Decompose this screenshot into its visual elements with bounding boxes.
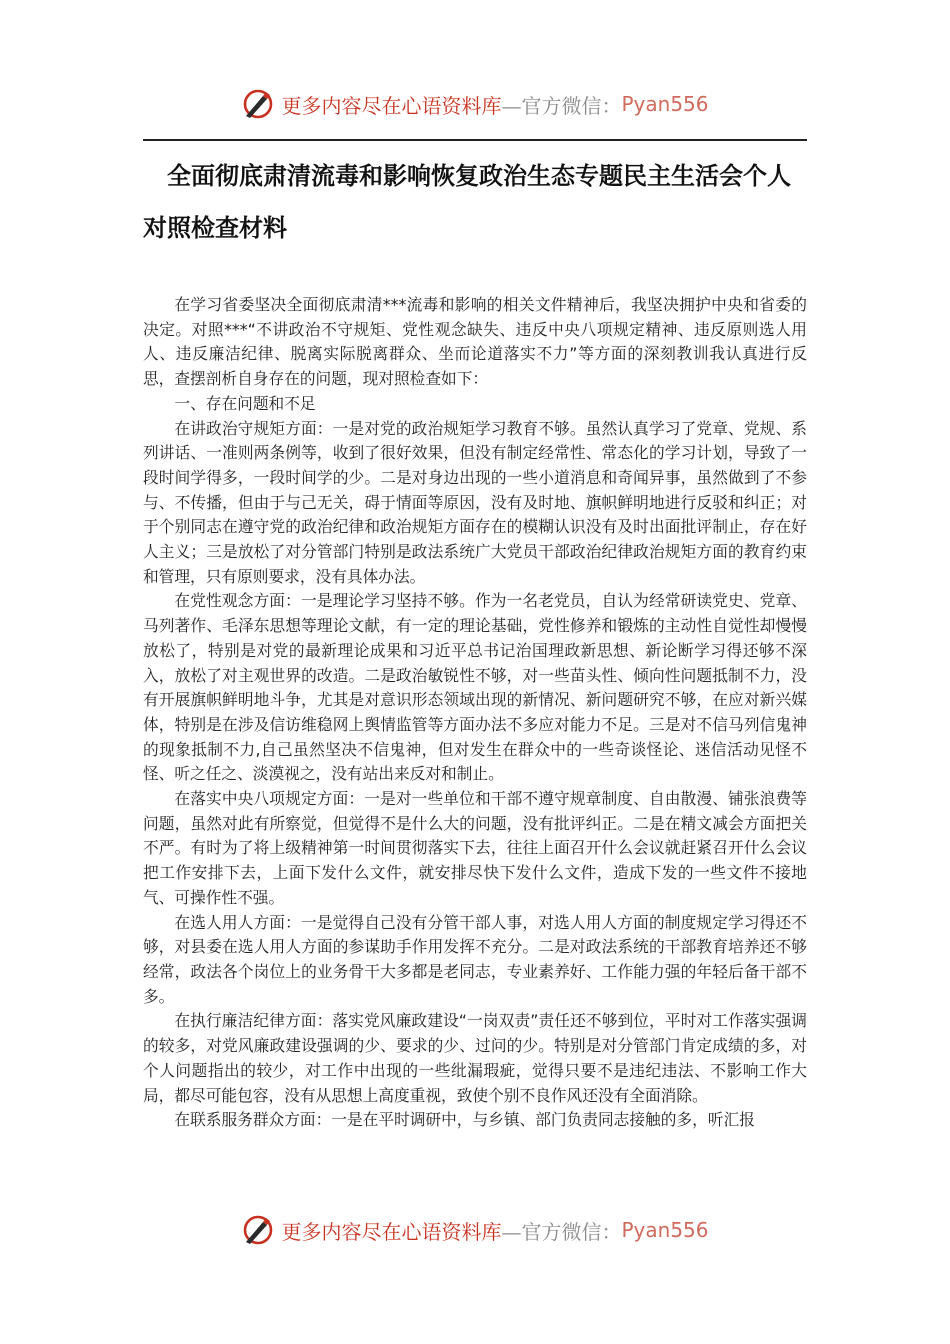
- body-paragraph: 在党性观念方面：一是理论学习坚持不够。作为一名老党员，自认为经常研读党史、党章、马列著作、毛泽东思想等理论文献，有一定的理论基础，党性修养和锻炼的主动性自觉性却慢慢放松了，特别是对党的最新理论成果和习近平总书记治国理政新思想、新论断学习得还够不深入，放松了对主观世界的改造。二是政治敏锐性不够，对一些苗头性、倾向性问题抵制不力，没有开展旗帜鲜明地斗争，尤其是对意识形态领域出现的新情况、新问题研究不够，在应对新兴媒体，特别是在涉及信访维稳网上舆情监管等方面办法不多应对能力不足。三是对不信马列信鬼神的现象抵制不力,自己虽然坚决不信鬼神，但对发生在群众中的一些奇谈怪论、迷信活动见怪不怪、听之任之、淡漠视之，没有站出来反对和制止。: [143, 591, 807, 784]
- pen-logo-icon: [241, 1213, 275, 1247]
- header-wechat-id: Pyan556: [621, 92, 709, 116]
- body-paragraph: 在执行廉洁纪律方面：落实党风廉政建设“一岗双责”责任还不够到位，平时对工作落实强调的较多，对党风廉政建设强调的少、要求的少、过问的少。特别是对分管部门肯定成绩的多，对个人问题指出的较少，对工作中出现的一些纰漏瑕疵，觉得只要不是违纪违法、不影响工作大局，都尽可能包容，没有从思想上高度重视，致使个别不良作风还没有全面消除。: [143, 1011, 807, 1105]
- header-watermark-banner: [0, 82, 950, 126]
- footer-banner-text: 更多内容尽在心语资料库: [281, 1219, 502, 1244]
- body-paragraph: 在联系服务群众方面：一是在平时调研中，与乡镇、部门负责同志接触的多，听汇报: [174, 1110, 755, 1130]
- header-banner-label: —官方微信：: [501, 93, 622, 118]
- section-heading: 一、存在问题和不足: [174, 393, 316, 413]
- body-paragraph: 在落实中央八项规定方面：一是对一些单位和干部不遵守规章制度、自由散漫、铺张浪费等问题，虽然对此有所察觉，但觉得不是什么大的问题，没有批评纠正。二是在精文减会方面把关不严。有时为了将上级精神第一时间贯彻落实下去，往往上面召开什么会议就赶紧召开什么会议把工作安排下去，上面下发什么文件，就安排尽快下发什么文件，造成下发的一些文件不接地气、可操作性不强。: [143, 789, 807, 907]
- footer-wechat-id: Pyan556: [621, 1218, 709, 1242]
- pen-logo-icon: [241, 87, 275, 121]
- body-paragraph: 在讲政治守规矩方面：一是对党的政治规矩学习教育不够。虽然认真学习了党章、党规、系列讲话、一准则两条例等，收到了很好效果，但没有制定经常性、常态化的学习计划，导致了一段时间学得多，一段时间学的少。二是对身边出现的一些小道消息和奇闻异事，虽然做到了不参与、不传播，但由于与己无关，碍于情面等原因，没有及时地、旗帜鲜明地进行反驳和纠正；对于个别同志在遵守党的政治纪律和政治规矩方面存在的模糊认识没有及时出面批评制止，存在好人主义；三是放松了对分管部门特别是政法系统广大党员干部政治纪律政治规矩方面的教育约束和管理，只有原则要求，没有具体办法。: [143, 418, 807, 586]
- footer-banner-label: —官方微信：: [501, 1219, 622, 1244]
- intro-paragraph: 在学习省委坚决全面彻底肃清***流毒和影响的相关文件精神后，我坚决拥护中央和省委的决定。对照***“不讲政治不守规矩、党性观念缺失、违反中央八项规定精神、违反原则选人用人、违反廉洁纪律、脱离实际脱离群众、坐而论道落实不力”等方面的深刻教训我认真进行反思，查摆剖析自身存在的问题，现对照检查如下：: [143, 295, 807, 389]
- header-divider: [143, 139, 807, 141]
- body-paragraph: 在选人用人方面：一是觉得自己没有分管干部人事，对选人用人方面的制度规定学习得还不够，对县委在选人用人方面的参谋助手作用发挥不充分。二是对政法系统的干部教育培养还不够经常，政法各个岗位上的业务骨干大多都是老同志，专业素养好、工作能力强的年轻后备干部不多。: [143, 912, 807, 1006]
- header-banner-text: 更多内容尽在心语资料库: [281, 93, 502, 118]
- document-title: 全面彻底肃清流毒和影响恢复政治生态专题民主生活会个人对照检查材料: [143, 162, 791, 242]
- document-body: [143, 293, 807, 1133]
- footer-watermark-banner: [0, 1208, 950, 1252]
